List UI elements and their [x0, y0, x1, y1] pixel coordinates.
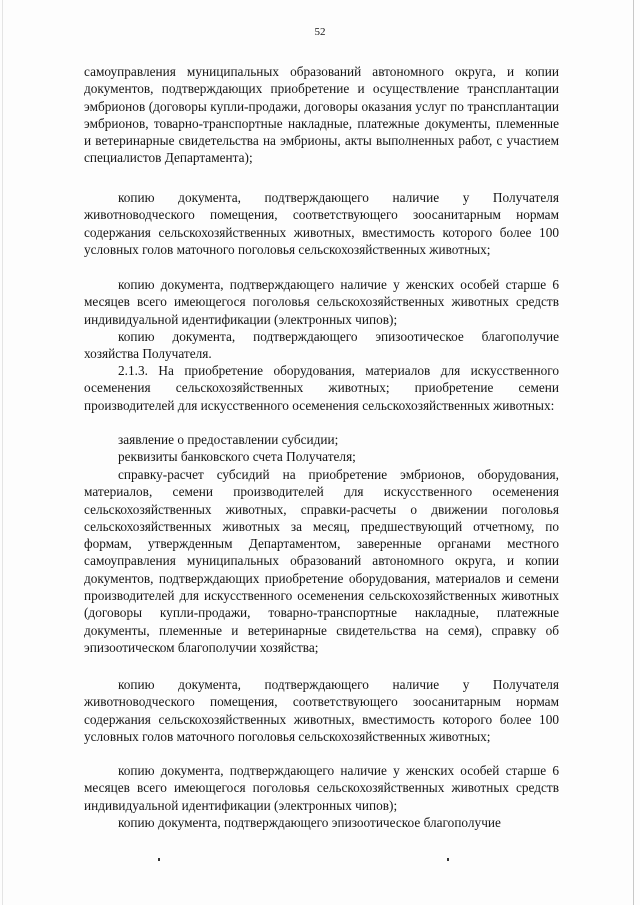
paragraph-livestock-premises: [84, 189, 559, 258]
section-2-1-3: [84, 362, 559, 414]
paragraph-livestock-premises-2: [84, 676, 559, 745]
list-item-bank-details: [84, 448, 559, 465]
paragraph-epizootic-2: [84, 814, 559, 831]
page-number: 52: [314, 26, 326, 38]
paragraph-text: копию документа, подтверждающего наличие у женских особей старше 6 месяцев всего имеющегося поголовья сельскохозяйственных животных средств индивидуальной идентификации (электронных чипов);: [84, 277, 559, 327]
scan-edge-right: [633, 0, 634, 905]
paragraph-embryo-docs: [84, 63, 559, 167]
paragraph-text: реквизиты банковского счета Получателя;: [118, 449, 356, 464]
list-item-application: [84, 431, 559, 448]
list-item-calculation: [84, 466, 559, 656]
scan-speck: [158, 858, 160, 861]
paragraph-text: копию документа, подтверждающего наличие у Получателя животноводческого помещения, соответствующего зоосанитарным нормам содержания сельскохозяйственных животных, вместимость которого более 100 условных голов маточного поголовья сельскохозяйственных животных;: [84, 677, 559, 744]
scan-speck: [447, 858, 449, 861]
paragraph-chip-identification: [84, 276, 559, 328]
scan-edge-left: [2, 0, 3, 905]
paragraph-text: самоуправления муниципальных образований автономного округа, и копии документов, подтверждающих приобретение и осуществление трансплантации эмбрионов (договоры купли-продажи, договоры оказания услуг по трансплантации эмбрионов, товарно-транспортные накладные, платежные документы, племенные и ветеринарные свидетельства на эмбрионы, акты выполненных работ, с участием специалистов Департамента);: [84, 64, 559, 166]
paragraph-text: справку-расчет субсидий на приобретение эмбрионов, оборудования, материалов, семени производителей для искусственного осеменения сельскохозяйственных животных, справки-расчеты о движении поголовья сельскохозяйственных животных за месяц, предшествующий отчетному, по формам, утвержденным Департаментом, заверенные органами местного самоуправления муниципальных образований автономного округа, и копии документов, подтверждающих приобретение оборудования, материалов и семени производителей для искусственного осеменения сельскохозяйственных животных (договоры купли-продажи, товарно-транспортные накладные, платежные документы, племенные и ветеринарные свидетельства на семя), справку об эпизоотическом благополучии хозяйства;: [84, 467, 559, 655]
paragraph-text: копию документа, подтверждающего наличие у женских особей старше 6 месяцев всего имеющегося поголовья сельскохозяйственных животных средств индивидуальной идентификации (электронных чипов);: [84, 763, 559, 813]
paragraph-text: копию документа, подтверждающего эпизоотическое благополучие хозяйства Получателя.: [84, 329, 559, 362]
paragraph-text: копию документа, подтверждающего эпизоотическое благополучие: [118, 815, 501, 830]
paragraph-epizootic: [84, 328, 559, 363]
paragraph-text: заявление о предоставлении субсидии;: [118, 432, 339, 447]
section-heading-text: 2.1.3. На приобретение оборудования, материалов для искусственного осеменения сельскохозяйственных животных; приобретение семени производителей для искусственного осеменения сельскохозяйственных животных:: [84, 363, 559, 413]
paragraph-chip-identification-2: [84, 762, 559, 814]
paragraph-text: копию документа, подтверждающего наличие у Получателя животноводческого помещения, соответствующего зоосанитарным нормам содержания сельскохозяйственных животных, вместимость которого более 100 условных голов маточного поголовья сельскохозяйственных животных;: [84, 190, 559, 257]
